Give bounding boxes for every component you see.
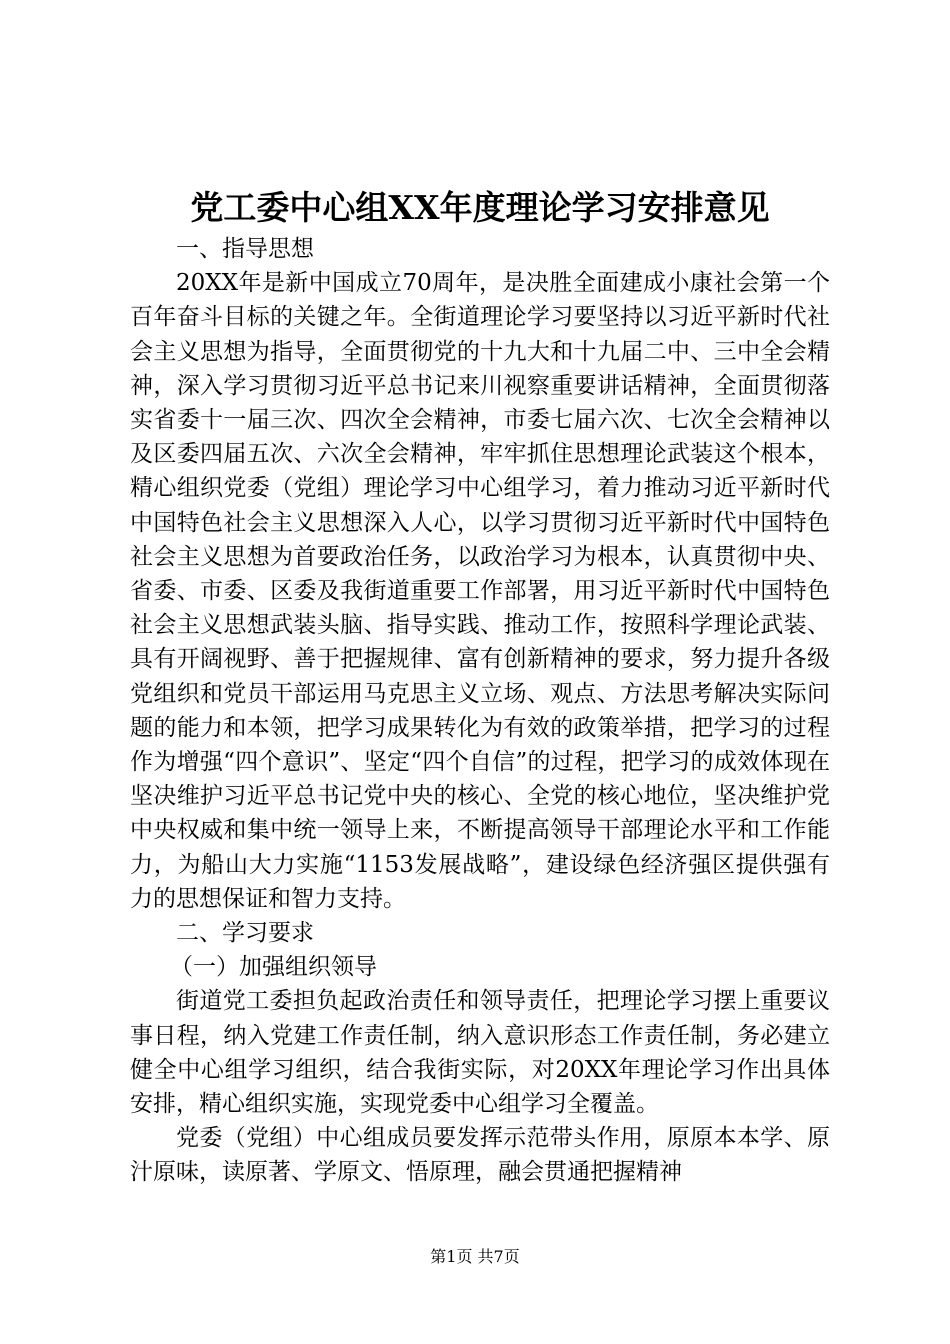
paragraph-member-demonstration: 党委（党组）中心组成员要发挥示范带头作用，原原本本学、原汁原味，读原著、学原文、悟原理，融会贯通把握精神 (130, 1125, 830, 1186)
document-body (130, 232, 830, 1190)
section-heading-study-requirements: 二、学习要求 (176, 920, 314, 947)
section-heading-guiding-thought: 一、指导思想 (176, 236, 314, 262)
paragraph-organization-leadership: 街道党工委担负起政治责任和领导责任，把理论学习摆上重要议事日程，纳入党建工作责任制，纳入意识形态工作责任制，务必建立健全中心组学习组织，结合我街实际，对20XX年理论学习作出具体安排，精心组织实施，实现党委中心组学习全覆盖。 (130, 988, 830, 1118)
subheading-organization-leadership: （一）加强组织领导 (170, 954, 377, 981)
document-title: 党工委中心组XX年度理论学习安排意见 (190, 188, 770, 227)
page-footer: 第1页 共7页 (430, 1247, 520, 1266)
paragraph-guiding-thought: 20XX年是新中国成立70周年，是决胜全面建成小康社会第一个百年奋斗目标的关键之年。全街道理论学习要坚持以习近平新时代社会主义思想为指导，全面贯彻党的十九大和十九届二中、三中全会精神，深入学习贯彻习近平总书记来川视察重要讲话精神，全面贯彻落实省委十一届三次、四次全会精神，市委七届六次、七次全会精神以及区委四届五次、六次全会精神，牢牢抓住思想理论武装这个根本，精心组织党委（党组）理论学习中心组学习，着力推动习近平新时代中国特色社会主义思想深入人心，以学习贯彻习近平新时代中国特色社会主义思想为首要政治任务，以政治学习为根本，认真贯彻中央、省委、市委、区委及我街道重要工作部署，用习近平新时代中国特色社会主义思想武装头脑、指导实践、推动工作，按照科学理论武装、具有开阔视野、善于把握规律、富有创新精神的要求，努力提升各级党组织和党员干部运用马克思主义立场、观点、方法思考解决实际问题的能力和本领，把学习成果转化为有效的政策举措，把学习的过程作为增强“四个意识”、坚定“四个自信”的过程，把学习的成效体现在坚决维护习近平总书记党中央的核心、全党的核心地位，坚决维护党中央权威和集中统一领导上来，不断提高领导干部理论水平和工作能力，为船山大力实施“1153发展战略”，建设绿色经济强区提供强有力的思想保证和智力支持。 (130, 270, 830, 912)
